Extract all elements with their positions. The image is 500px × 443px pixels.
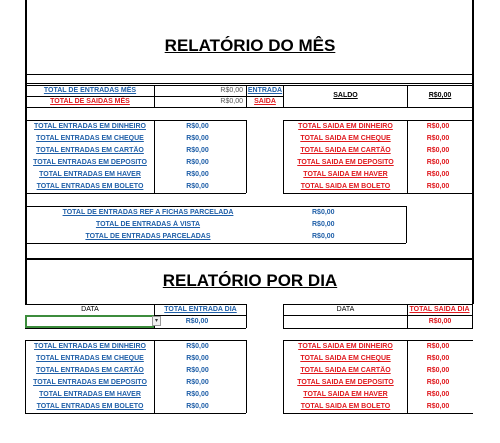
grid-line bbox=[246, 304, 247, 328]
day-entrada-value: R$0,00 bbox=[186, 355, 209, 362]
grid-line bbox=[246, 120, 247, 193]
data-label-left: DATA bbox=[81, 306, 99, 313]
day-saida-label: TOTAL SAIDA EM HAVER bbox=[303, 391, 388, 398]
grid-line bbox=[25, 413, 246, 414]
day-saida-label: TOTAL SAIDA EM DINHEIRO bbox=[298, 343, 393, 350]
fichas-value: R$0,00 bbox=[312, 221, 335, 228]
month-saida-value: R$0,00 bbox=[426, 171, 450, 178]
total-saidas-mes-value: R$0,00 bbox=[220, 98, 243, 105]
day-entrada-label: TOTAL ENTRADAS EM DINHEIRO bbox=[33, 343, 146, 350]
grid-line bbox=[283, 193, 473, 194]
month-entrada-value: R$0,00 bbox=[186, 123, 209, 130]
grid-line bbox=[283, 340, 473, 341]
month-entrada-label: TOTAL ENTRADAS EM DEPOSITO bbox=[33, 159, 147, 166]
day-saida-label: TOTAL SAIDA EM CARTÃO bbox=[300, 367, 391, 374]
month-saida-label: TOTAL SAIDA EM BOLETO bbox=[300, 183, 391, 190]
day-entrada-label: TOTAL ENTRADAS EM CHEQUE bbox=[36, 355, 144, 362]
fichas-label: TOTAL DE ENTRADAS PARCELADAS bbox=[85, 233, 211, 240]
dropdown-arrow-icon[interactable]: ▾ bbox=[152, 316, 161, 326]
day-saida-label: TOTAL SAIDA EM BOLETO bbox=[300, 403, 391, 410]
day-entrada-label: TOTAL ENTRADAS EM HAVER bbox=[39, 391, 141, 398]
date-input-left[interactable] bbox=[25, 315, 154, 328]
grid-line bbox=[283, 413, 473, 414]
month-saida-label: TOTAL SAIDA EM CHEQUE bbox=[300, 135, 391, 142]
day-entrada-value: R$0,00 bbox=[186, 343, 209, 350]
day-saida-value: R$0,00 bbox=[426, 343, 450, 350]
total-entrada-dia-value: R$0,00 bbox=[185, 318, 209, 325]
day-saida-value: R$0,00 bbox=[426, 403, 450, 410]
day-entrada-value: R$0,00 bbox=[186, 379, 209, 386]
grid-line bbox=[283, 120, 473, 121]
month-entrada-label: TOTAL ENTRADAS EM BOLETO bbox=[36, 183, 144, 190]
month-entrada-value: R$0,00 bbox=[186, 159, 209, 166]
month-saida-label: TOTAL SAIDA EM CARTÃO bbox=[300, 147, 391, 154]
report-border-right bbox=[472, 0, 474, 260]
grid-line bbox=[472, 304, 473, 328]
day-saida-label: TOTAL SAIDA EM DEPOSITO bbox=[297, 379, 394, 386]
month-entrada-label: TOTAL ENTRADAS EM DINHEIRO bbox=[33, 123, 146, 130]
data-label-right: DATA bbox=[336, 306, 355, 313]
day-entrada-value: R$0,00 bbox=[186, 367, 209, 374]
fichas-value: R$0,00 bbox=[312, 209, 335, 216]
month-saida-value: R$0,00 bbox=[426, 135, 450, 142]
total-entradas-mes-value: R$0,00 bbox=[220, 87, 243, 94]
report-divider bbox=[25, 83, 473, 84]
fichas-value: R$0,00 bbox=[312, 233, 335, 240]
grid-line bbox=[25, 120, 246, 121]
grid-line bbox=[246, 340, 247, 413]
fichas-label: TOTAL DE ENTRADAS À VISTA bbox=[95, 221, 201, 228]
day-entrada-label: TOTAL ENTRADAS EM CARTÃO bbox=[36, 367, 144, 374]
month-entrada-value: R$0,00 bbox=[186, 171, 209, 178]
grid-line bbox=[25, 340, 246, 341]
day-border-left bbox=[25, 258, 27, 304]
total-saidas-mes-label: TOTAL DE SAIDAS MÊS bbox=[50, 98, 130, 105]
grid-line bbox=[25, 243, 406, 244]
day-border-right bbox=[472, 258, 474, 304]
month-entrada-value: R$0,00 bbox=[186, 183, 209, 190]
day-saida-label: TOTAL SAIDA EM CHEQUE bbox=[300, 355, 391, 362]
day-saida-value: R$0,00 bbox=[426, 391, 450, 398]
day-saida-value: R$0,00 bbox=[426, 355, 450, 362]
month-entrada-label: TOTAL ENTRADAS EM CARTÃO bbox=[36, 147, 144, 154]
grid-line bbox=[25, 206, 406, 207]
grid-line bbox=[406, 206, 407, 243]
saldo-value: R$0,00 bbox=[428, 92, 452, 99]
entrada-label: ENTRADA bbox=[247, 87, 283, 94]
grid-line bbox=[25, 328, 246, 329]
grid-line bbox=[25, 193, 246, 194]
total-entradas-mes-label: TOTAL DE ENTRADAS MÊS bbox=[43, 87, 137, 94]
month-saida-label: TOTAL SAIDA EM HAVER bbox=[303, 171, 388, 178]
total-entrada-dia-label: TOTAL ENTRADA DIA bbox=[164, 306, 237, 313]
month-entrada-value: R$0,00 bbox=[186, 147, 209, 154]
day-entrada-label: TOTAL ENTRADAS EM BOLETO bbox=[36, 403, 144, 410]
saldo-label: SALDO bbox=[333, 92, 358, 99]
month-saida-label: TOTAL SAIDA EM DEPOSITO bbox=[297, 159, 394, 166]
month-saida-value: R$0,00 bbox=[426, 159, 450, 166]
date-input-right[interactable] bbox=[284, 316, 407, 328]
month-saida-value: R$0,00 bbox=[426, 123, 450, 130]
month-saida-value: R$0,00 bbox=[426, 183, 450, 190]
total-saida-dia-label: TOTAL SAIDA DIA bbox=[409, 306, 470, 313]
month-saida-value: R$0,00 bbox=[426, 147, 450, 154]
day-report-title: RELATÓRIO POR DIA bbox=[162, 271, 338, 290]
day-saida-value: R$0,00 bbox=[426, 367, 450, 374]
day-entrada-label: TOTAL ENTRADAS EM DEPOSITO bbox=[33, 379, 147, 386]
month-entrada-value: R$0,00 bbox=[186, 135, 209, 142]
saida-label: SAIDA bbox=[254, 98, 276, 105]
day-entrada-value: R$0,00 bbox=[186, 391, 209, 398]
total-saida-dia-value: R$0,00 bbox=[428, 318, 452, 325]
grid-line bbox=[283, 328, 473, 329]
section-separator bbox=[25, 258, 474, 260]
month-entrada-label: TOTAL ENTRADAS EM CHEQUE bbox=[36, 135, 144, 142]
grid-line bbox=[25, 107, 473, 108]
report-divider bbox=[25, 74, 473, 75]
day-entrada-value: R$0,00 bbox=[186, 403, 209, 410]
month-entrada-label: TOTAL ENTRADAS EM HAVER bbox=[39, 171, 141, 178]
month-saida-label: TOTAL SAIDA EM DINHEIRO bbox=[298, 123, 393, 130]
month-report-title: RELATÓRIO DO MÊS bbox=[164, 36, 336, 55]
fichas-label: TOTAL DE ENTRADAS REF A FICHAS PARCELADA bbox=[62, 209, 234, 216]
day-saida-value: R$0,00 bbox=[426, 379, 450, 386]
